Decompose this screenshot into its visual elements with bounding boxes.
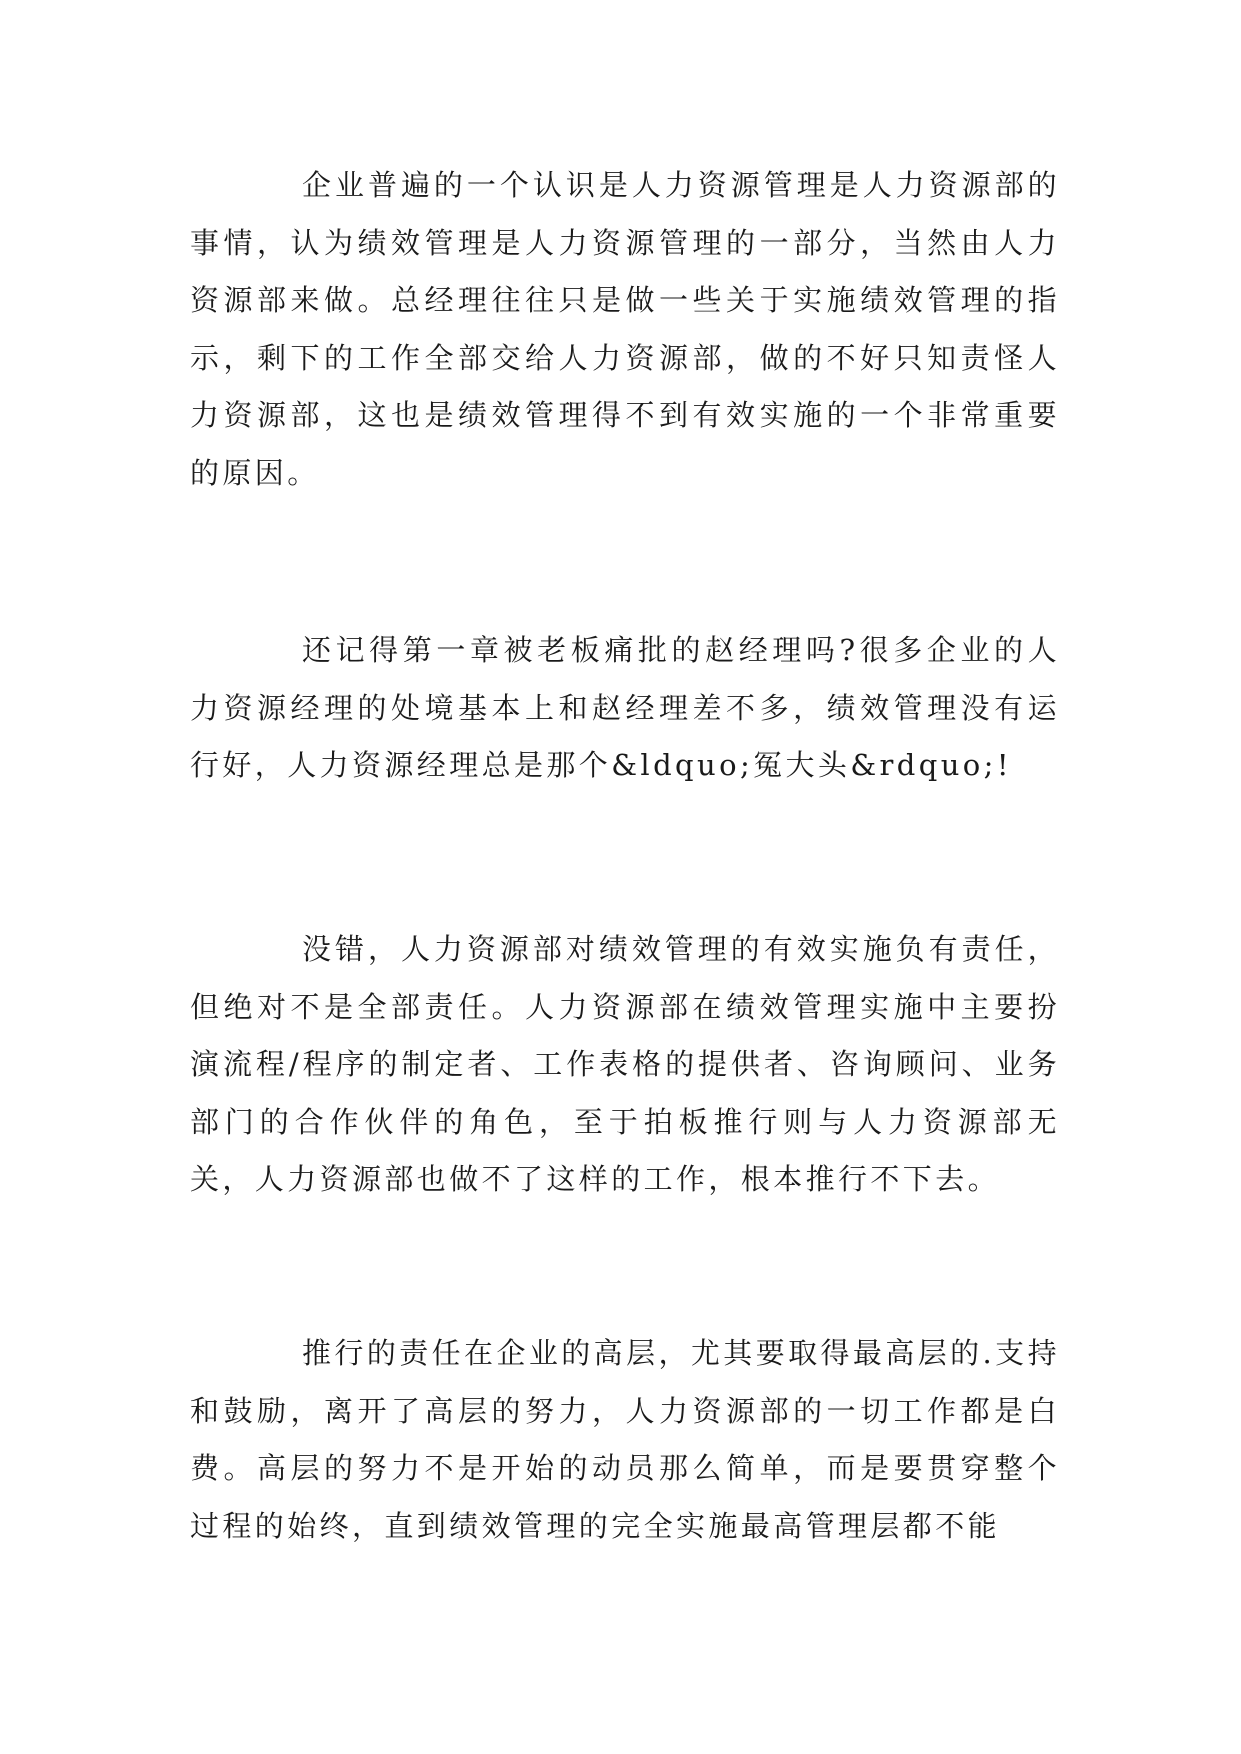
- paragraph-1: 企业普遍的一个认识是人力资源管理是人力资源部的事情，认为绩效管理是人力资源管理的一部分，当然由人力资源部来做。总经理往往只是做一些关于实施绩效管理的指示，剩下的工作全部交给人力资源部，做的不好只知责怪人力资源部，这也是绩效管理得不到有效实施的一个非常重要的原因。: [190, 168, 1060, 490]
- paragraph-4: 推行的责任在企业的高层，尤其要取得最高层的.支持和鼓励，离开了高层的努力，人力资源部的一切工作都是白费。高层的努力不是开始的动员那么简单，而是要贯穿整个过程的始终，直到绩效管理的完全实施最高管理层都不能: [190, 1336, 1060, 1543]
- paragraph-2: 还记得第一章被老板痛批的赵经理吗?很多企业的人力资源经理的处境基本上和赵经理差不多，绩效管理没有运行好，人力资源经理总是那个&ldquo;冤大头&rdquo;!: [190, 633, 1060, 782]
- paragraph-3: 没错，人力资源部对绩效管理的有效实施负有责任，但绝对不是全部责任。人力资源部在绩效管理实施中主要扮演流程/程序的制定者、工作表格的提供者、咨询顾问、业务部门的合作伙伴的角色，至于拍板推行则与人力资源部无关，人力资源部也做不了这样的工作，根本推行不下去。: [190, 932, 1060, 1196]
